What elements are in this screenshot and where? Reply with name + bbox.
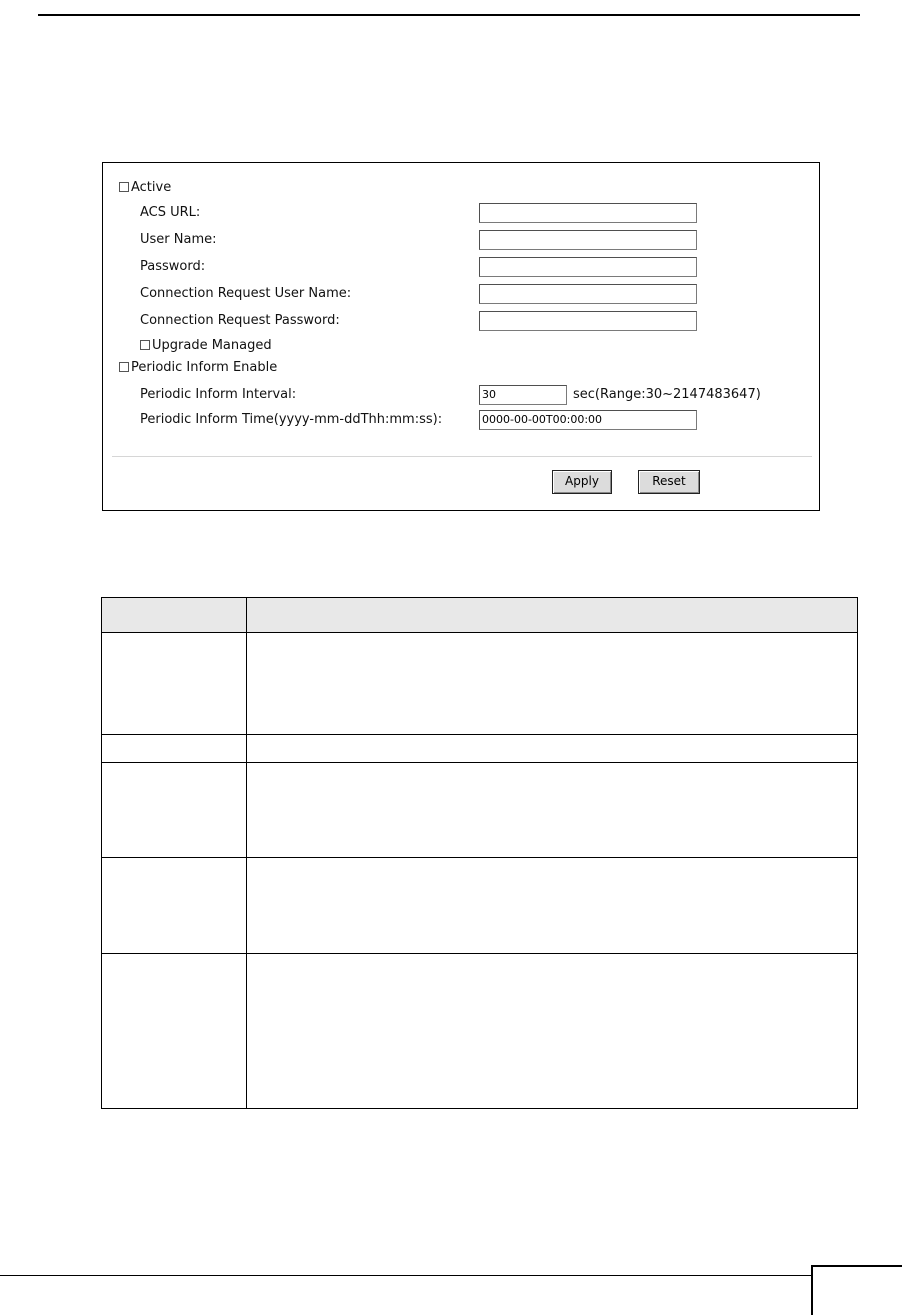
table-cell <box>247 954 858 1109</box>
periodic-enable-row <box>119 360 277 376</box>
password-label: Password: <box>140 259 206 274</box>
table-cell <box>102 954 247 1109</box>
table-row <box>102 858 858 954</box>
periodic-enable-label: Periodic Inform Enable <box>131 360 278 375</box>
table-row <box>102 763 858 858</box>
conn-req-user-input[interactable] <box>479 284 697 304</box>
conn-req-pass-input[interactable] <box>479 311 697 331</box>
conn-req-pass-label: Connection Request Password: <box>140 313 340 328</box>
active-checkbox[interactable] <box>119 182 129 192</box>
table-header-cell <box>102 598 247 633</box>
periodic-interval-label: Periodic Inform Interval: <box>140 387 297 402</box>
footer-rule <box>0 1275 812 1276</box>
periodic-interval-input[interactable]: 30 <box>479 385 567 405</box>
periodic-time-label: Periodic Inform Time(yyyy-mm-ddThh:mm:ss): <box>140 412 443 427</box>
table-row <box>102 633 858 735</box>
table-header-cell <box>247 598 858 633</box>
periodic-interval-unit: sec(Range:30~2147483647) <box>573 387 761 402</box>
table-header-row <box>102 598 858 633</box>
upgrade-managed-checkbox[interactable] <box>140 340 150 350</box>
table-cell <box>102 858 247 954</box>
table-cell <box>247 763 858 858</box>
tr069-settings-panel <box>102 162 820 511</box>
top-rule <box>38 14 860 16</box>
form-separator <box>112 456 812 457</box>
apply-button[interactable]: Apply <box>552 470 612 494</box>
password-input[interactable] <box>479 257 697 277</box>
table-cell <box>247 735 858 763</box>
acs-url-input[interactable] <box>479 203 697 223</box>
user-name-input[interactable] <box>479 230 697 250</box>
table-row <box>102 735 858 763</box>
field-description-table <box>101 597 858 1109</box>
active-label: Active <box>131 180 172 195</box>
reset-button[interactable]: Reset <box>638 470 700 494</box>
periodic-time-input[interactable]: 0000-00-00T00:00:00 <box>479 410 697 430</box>
active-row <box>119 180 171 196</box>
upgrade-managed-label: Upgrade Managed <box>152 338 272 353</box>
table-cell <box>102 735 247 763</box>
conn-req-user-label: Connection Request User Name: <box>140 286 352 301</box>
user-name-label: User Name: <box>140 232 217 247</box>
table-cell <box>102 763 247 858</box>
table-cell <box>247 858 858 954</box>
periodic-enable-checkbox[interactable] <box>119 362 129 372</box>
acs-url-label: ACS URL: <box>140 205 201 220</box>
table-cell <box>102 633 247 735</box>
table-cell <box>247 633 858 735</box>
page-number-box <box>811 1265 902 1315</box>
upgrade-managed-row <box>140 338 272 354</box>
table-row <box>102 954 858 1109</box>
